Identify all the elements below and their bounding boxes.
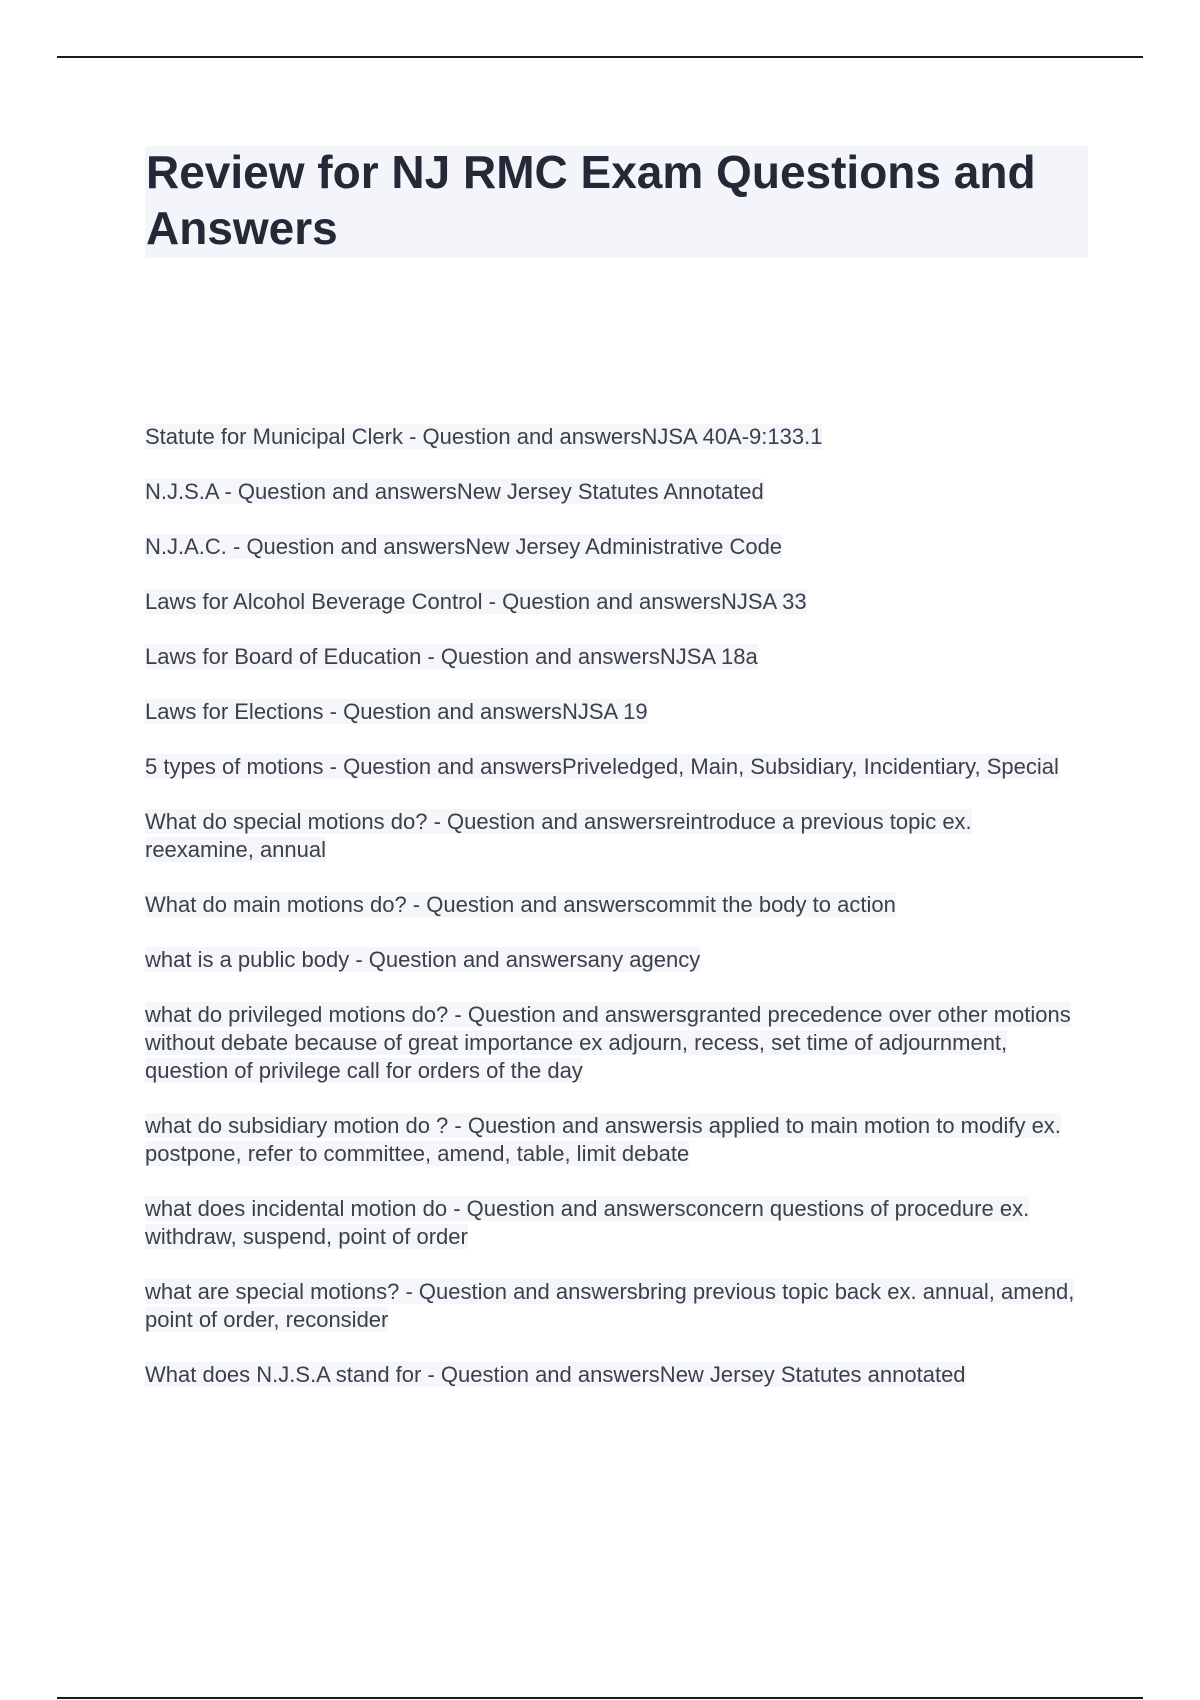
qa-item-text: what do privileged motions do? - Question and answersgranted precedence over other motions without debate because of great importance ex adjourn, recess, set time of adjournment, question of privilege call for orders of the day: [145, 1002, 1071, 1083]
bottom-rule: [57, 1697, 1143, 1699]
qa-item: [145, 891, 1085, 919]
qa-item-text: what does incidental motion do - Question and answersconcern questions of procedure ex. withdraw, suspend, point of order: [145, 1196, 1030, 1249]
qa-item: [145, 478, 1085, 506]
qa-item: [145, 423, 1085, 451]
qa-item-text: N.J.A.C. - Question and answersNew Jersey Administrative Code: [145, 534, 783, 559]
qa-item-text: 5 types of motions - Question and answersPriveledged, Main, Subsidiary, Incidentiary, Special: [145, 754, 1059, 779]
qa-item: [145, 643, 1085, 671]
qa-item: [145, 1001, 1085, 1085]
qa-item: [145, 1278, 1085, 1334]
qa-item-text: N.J.S.A - Question and answersNew Jersey Statutes Annotated: [145, 479, 764, 504]
qa-item: [145, 946, 1085, 974]
qa-item-text: What do main motions do? - Question and answerscommit the body to action: [145, 892, 896, 917]
page-title: Review for NJ RMC Exam Questions and Answers: [146, 146, 1036, 254]
qa-item-text: what is a public body - Question and answersany agency: [145, 947, 701, 972]
qa-item-text: What do special motions do? - Question and answersreintroduce a previous topic ex. reexamine, annual: [145, 809, 972, 862]
qa-item-text: what do subsidiary motion do ? - Question and answersis applied to main motion to modify ex. postpone, refer to committee, amend, table, limit debate: [145, 1113, 1061, 1166]
top-rule: [57, 56, 1143, 58]
qa-item: [145, 1112, 1085, 1168]
qa-item-text: Statute for Municipal Clerk - Question and answersNJSA 40A-9:133.1: [145, 424, 823, 449]
qa-item-text: Laws for Elections - Question and answersNJSA 19: [145, 699, 648, 724]
qa-item-text: Laws for Alcohol Beverage Control - Question and answersNJSA 33: [145, 589, 807, 614]
qa-item-text: Laws for Board of Education - Question and answersNJSA 18a: [145, 644, 758, 669]
qa-item-text: what are special motions? - Question and answersbring previous topic back ex. annual, amend, point of order, reconsider: [145, 1279, 1075, 1332]
qa-item-text: What does N.J.S.A stand for - Question and answersNew Jersey Statutes annotated: [145, 1362, 966, 1387]
qa-item: [145, 698, 1085, 726]
qa-item: [145, 588, 1085, 616]
qa-item: [145, 753, 1085, 781]
qa-item: [145, 1361, 1085, 1389]
qa-list: [145, 423, 1085, 1416]
qa-item: [145, 1195, 1085, 1251]
qa-item: [145, 533, 1085, 561]
qa-item: [145, 808, 1085, 864]
